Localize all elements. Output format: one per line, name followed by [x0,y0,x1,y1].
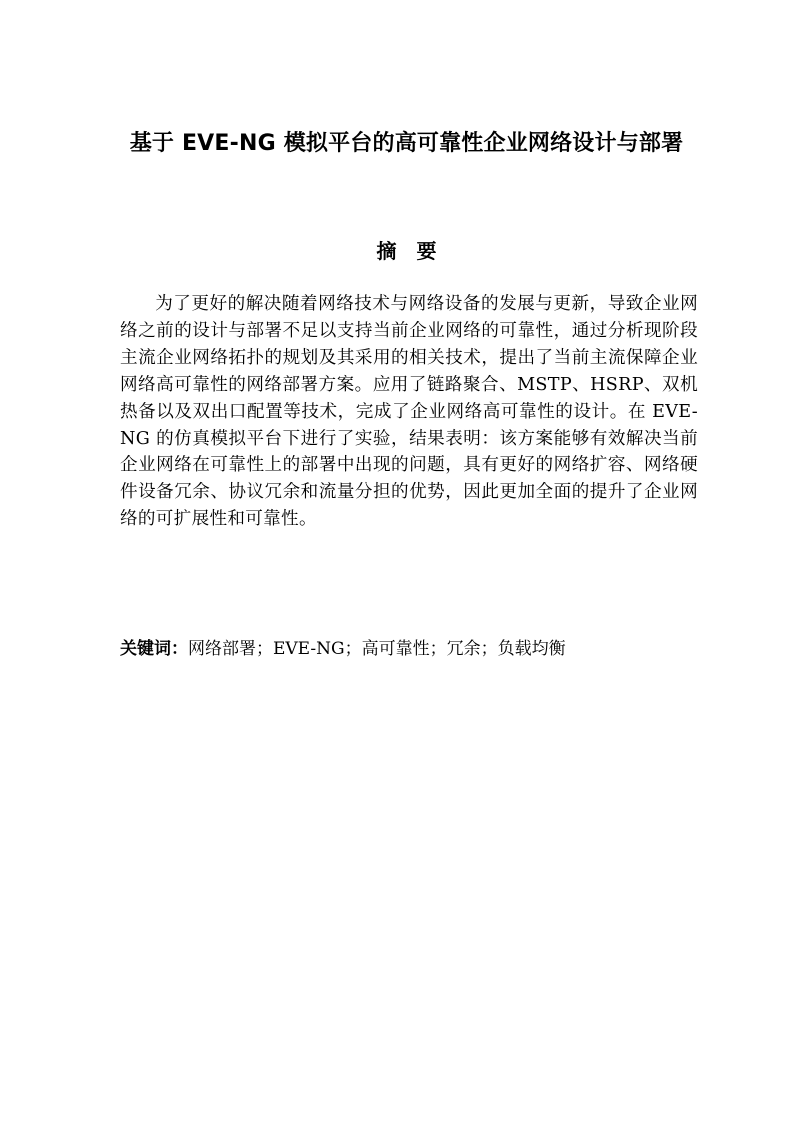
keywords-label: 关键词： [120,639,188,659]
abstract-body: 为了更好的解决随着网络技术与网络设备的发展与更新，导致企业网络之前的设计与部署不足以支持当前企业网络的可靠性，通过分析现阶段主流企业网络拓扑的规划及其采用的相关技术，提出了当前主流保障企业网络高可靠性的网络部署方案。应用了链路聚合、MSTP、HSRP、双机热备以及双出口配置等技术，完成了企业网络高可靠性的设计。在 EVE-NG 的仿真模拟平台下进行了实验，结果表明：该方案能够有效解决当前企业网络在可靠性上的部署中出现的问题，具有更好的网络扩容、网络硬件设备冗余、协议冗余和流量分担的优势，因此更加全面的提升了企业网络的可扩展性和可靠性。 [120,294,698,530]
document-title: 基于 EVE-NG 模拟平台的高可靠性企业网络设计与部署 [129,131,684,156]
keywords-line [120,636,693,662]
keywords-value: 网络部署；EVE-NG；高可靠性；冗余；负载均衡 [188,639,566,659]
abstract-heading: 摘 要 [376,239,437,263]
